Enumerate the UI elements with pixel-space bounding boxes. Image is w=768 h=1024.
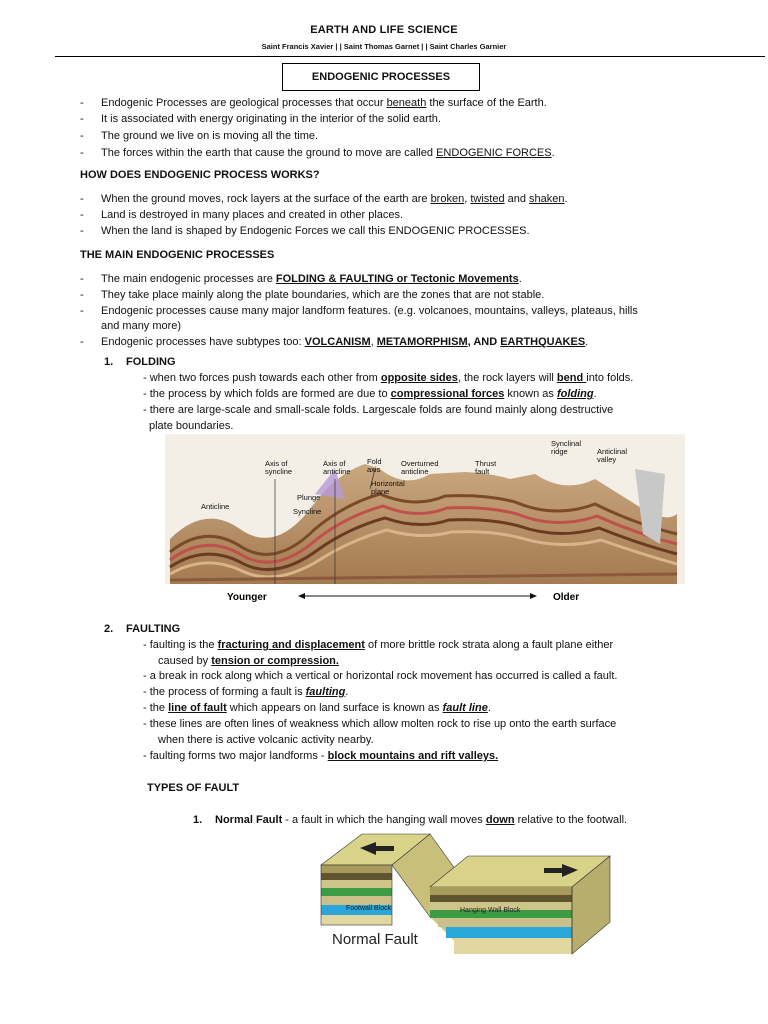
label-anticline: Anticline (201, 502, 230, 511)
fold-diagram (165, 434, 685, 604)
intro-bullet-1: Endogenic Processes are geological processes that occur beneath the surface of the Earth. (101, 97, 547, 109)
types-heading: TYPES OF FAULT (147, 782, 240, 794)
how-bullet-3: When the land is shaped by Endogenic Forces we call this ENDOGENIC PROCESSES. (101, 225, 530, 237)
label-hanging-wall-block: Hanging Wall Block (460, 907, 521, 914)
folding-line-2: - the process by which folds are formed are due to compressional forces known as folding. (143, 388, 597, 400)
label-horizontal-plane: Horizontal plane (371, 479, 405, 496)
normal-fault-diagram (318, 832, 618, 957)
bullet-dash: - (80, 289, 84, 301)
header-divider (55, 56, 765, 57)
normal-fault-caption: Normal Fault (332, 931, 418, 948)
faulting-line-4: - the process of forming a fault is faulting. (143, 686, 349, 698)
label-thrust-fault: Thrust fault (475, 459, 497, 476)
faulting-line-1: - faulting is the fracturing and displacement of more brittle rock strata along a fault plane either (143, 639, 614, 651)
label-younger: Younger (227, 592, 267, 603)
normal-fault-number: 1. (193, 814, 203, 826)
bullet-dash: - (80, 209, 84, 221)
label-anticlinal-valley: Anticlinal valley (597, 447, 628, 464)
label-synclinal-ridge: Synclinal ridge (551, 439, 582, 456)
document-title: EARTH AND LIFE SCIENCE (310, 24, 458, 36)
section-title: ENDOGENIC PROCESSES (311, 71, 451, 83)
how-bullet-2: Land is destroyed in many places and created in other places. (101, 209, 404, 221)
label-footwall-block: Footwall Block (346, 905, 392, 912)
faulting-line-8: - faulting forms two major landforms - block mountains and rift valleys. (143, 750, 499, 762)
folding-number: 1. (104, 356, 114, 368)
faulting-heading: FAULTING (126, 623, 181, 635)
faulting-line-3: - a break in rock along which a vertical or horizontal rock movement has occurred is called a fault. (143, 670, 618, 682)
bullet-dash: - (80, 193, 84, 205)
label-overturned-anticline: Overturned anticline (401, 459, 439, 476)
faulting-line-6: - these lines are often lines of weakness which allow molten rock to rise up onto the earth surface (143, 718, 617, 730)
how-heading: HOW DOES ENDOGENIC PROCESS WORKS? (80, 169, 320, 181)
main-bullet-4: Endogenic processes have subtypes too: VOLCANISM, METAMORPHISM, AND EARTHQUAKES. (101, 336, 589, 348)
folding-line-3: - there are large-scale and small-scale folds. Largescale folds are found mainly along destructive (143, 404, 614, 416)
label-older: Older (553, 592, 580, 603)
bullet-dash: - (80, 147, 84, 159)
main-heading: THE MAIN ENDOGENIC PROCESSES (80, 249, 275, 261)
label-syncline: Syncline (293, 507, 322, 516)
bullet-dash: - (80, 273, 84, 285)
label-fold-axis: Fold axis (367, 457, 382, 474)
main-bullet-3: Endogenic processes cause many major landform features. (e.g. volcanoes, mountains, valleys, plateaus, hills (101, 305, 638, 317)
faulting-line-5: - the line of fault which appears on land surface is known as fault line. (143, 702, 491, 714)
bullet-dash: - (80, 113, 84, 125)
intro-bullet-3: The ground we live on is moving all the time. (101, 130, 319, 142)
hanging-wall-block (430, 856, 610, 954)
intro-bullet-4: The forces within the earth that cause the ground to move are called ENDOGENIC FORCES. (101, 147, 555, 159)
folding-heading: FOLDING (126, 356, 176, 368)
normal-fault-definition: Normal Fault - a fault in which the hanging wall moves down relative to the footwall. (215, 814, 628, 826)
faulting-line-7: when there is active volcanic activity nearby. (158, 734, 374, 746)
how-bullet-1: When the ground moves, rock layers at the surface of the earth are broken, twisted and shaken. (101, 193, 568, 205)
label-plunge: Plunge (297, 493, 321, 502)
bullet-dash: - (80, 336, 84, 348)
document-subtitle: Saint Francis Xavier | | Saint Thomas Garnet | | Saint Charles Garnier (261, 42, 507, 51)
main-bullet-1: The main endogenic processes are FOLDING & FAULTING or Tectonic Movements. (101, 273, 522, 285)
folding-line-1: - when two forces push towards each other from opposite sides, the rock layers will bend into folds. (143, 372, 634, 384)
label-axis-anticline: Axis of anticline (323, 459, 351, 476)
section-title-box (282, 63, 480, 91)
label-axis-syncline: Axis of syncline (265, 459, 293, 476)
intro-bullet-2: It is associated with energy originating in the interior of the solid earth. (101, 113, 441, 125)
bullet-dash: - (80, 130, 84, 142)
faulting-number: 2. (104, 623, 114, 635)
faulting-line-2: caused by tension or compression. (158, 655, 339, 667)
bullet-dash: - (80, 225, 84, 237)
main-bullet-2: They take place mainly along the plate boundaries, which are the zones that are not stable. (101, 289, 545, 301)
bullet-dash: - (80, 97, 84, 109)
main-bullet-3-cont: and many more) (101, 320, 182, 332)
bullet-dash: - (80, 305, 84, 317)
folding-line-3-cont: plate boundaries. (149, 420, 234, 432)
